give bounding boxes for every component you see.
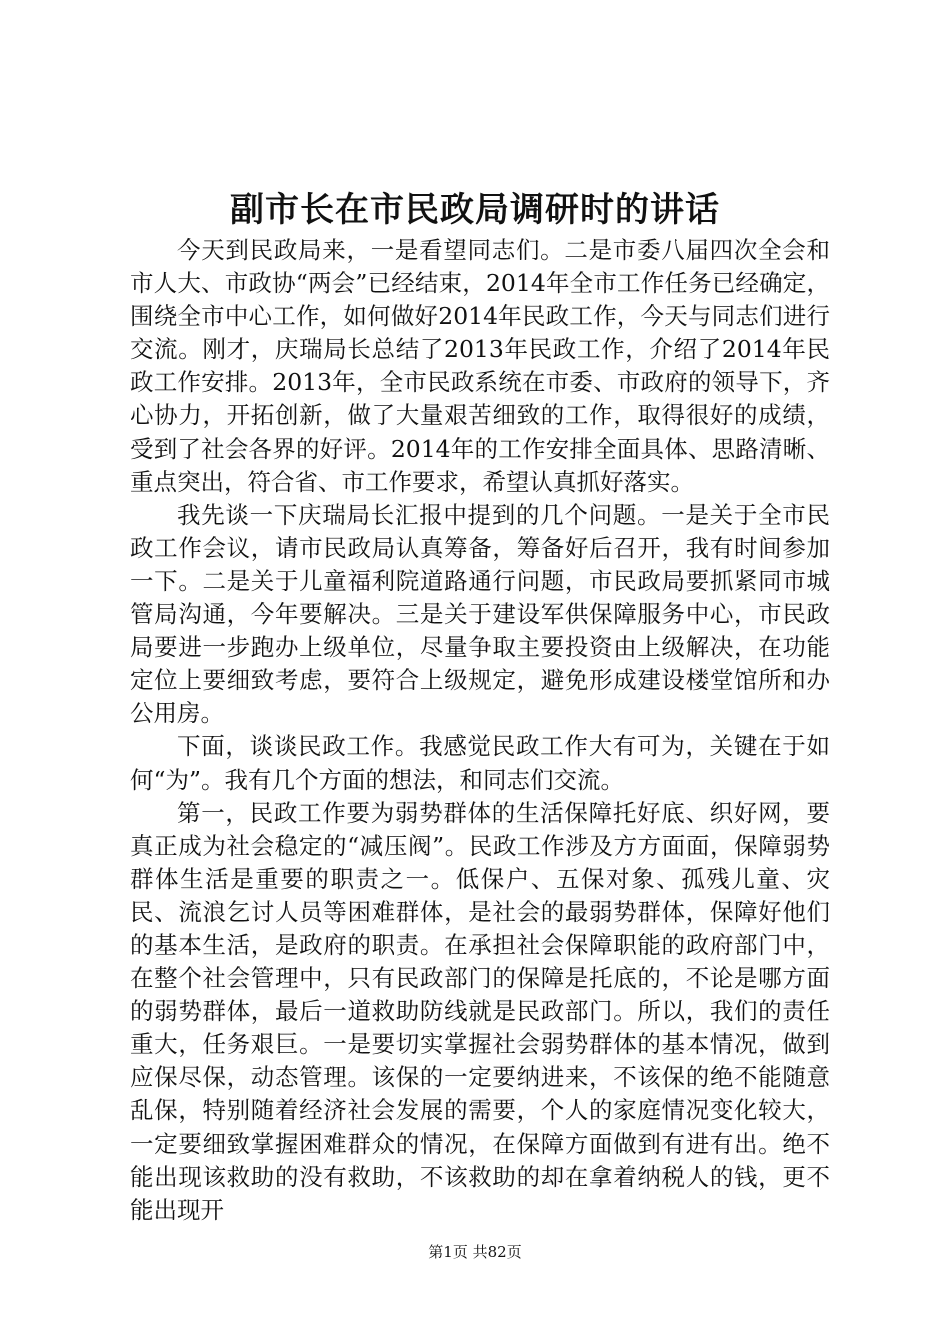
document-title: 副市长在市民政局调研时的讲话 xyxy=(230,190,720,230)
paragraph-4: 第一，民政工作要为弱势群体的生活保障托好底、织好网，要真正成为社会稳定的“减压阀”。民政工作涉及方方面面，保障弱势群体生活是重要的职责之一。低保户、五保对象、孤残儿童、灾民、流浪乞讨人员等困难群体，是社会的最弱势群体，保障好他们的基本生活，是政府的职责。在承担社会保障职能的政府部门中，在整个社会管理中，只有民政部门的保障是托底的，不论是哪方面的弱势群体，最后一道救助防线就是民政部门。所以，我们的责任重大，任务艰巨。一是要切实掌握社会弱势群体的基本情况，做到应保尽保，动态管理。该保的一定要纳进来，不该保的绝不能随意乱保，特别随着经济社会发展的需要，个人的家庭情况变化较大，一定要细致掌握困难群众的情况，在保障方面做到有进有出。绝不能出现该救助的没有救助，不该救助的却在拿着纳税人的钱，更不能出现开 xyxy=(130,798,830,1224)
paragraph-1: 今天到民政局来，一是看望同志们。二是市委八届四次全会和市人大、市政协“两会”已经结束，2014年全市工作任务已经确定，围绕全市中心工作，如何做好2014年民政工作，今天与同志们进行交流。刚才，庆瑞局长总结了2013年民政工作，介绍了2014年民政工作安排。2013年，全市民政系统在市委、市政府的领导下，齐心协力，开拓创新，做了大量艰苦细致的工作，取得很好的成绩，受到了社会各界的好评。2014年的工作安排全面具体、思路清晰、重点突出，符合省、市工作要求，希望认真抓好落实。 xyxy=(130,236,830,496)
document-body xyxy=(130,234,830,1227)
paragraph-3: 下面，谈谈民政工作。我感觉民政工作大有可为，关键在于如何“为”。我有几个方面的想法，和同志们交流。 xyxy=(130,732,830,794)
paragraph-2: 我先谈一下庆瑞局长汇报中提到的几个问题。一是关于全市民政工作会议，请市民政局认真筹备，筹备好后召开，我有时间参加一下。二是关于儿童福利院道路通行问题，市民政局要抓紧同市城管局沟通，今年要解决。三是关于建设军供保障服务中心，市民政局要进一步跑办上级单位，尽量争取主要投资由上级解决，在功能定位上要细致考虑，要符合上级规定，避免形成建设楼堂馆所和办公用房。 xyxy=(130,500,830,728)
page-number-footer: 第1页 共82页 xyxy=(428,1243,522,1261)
